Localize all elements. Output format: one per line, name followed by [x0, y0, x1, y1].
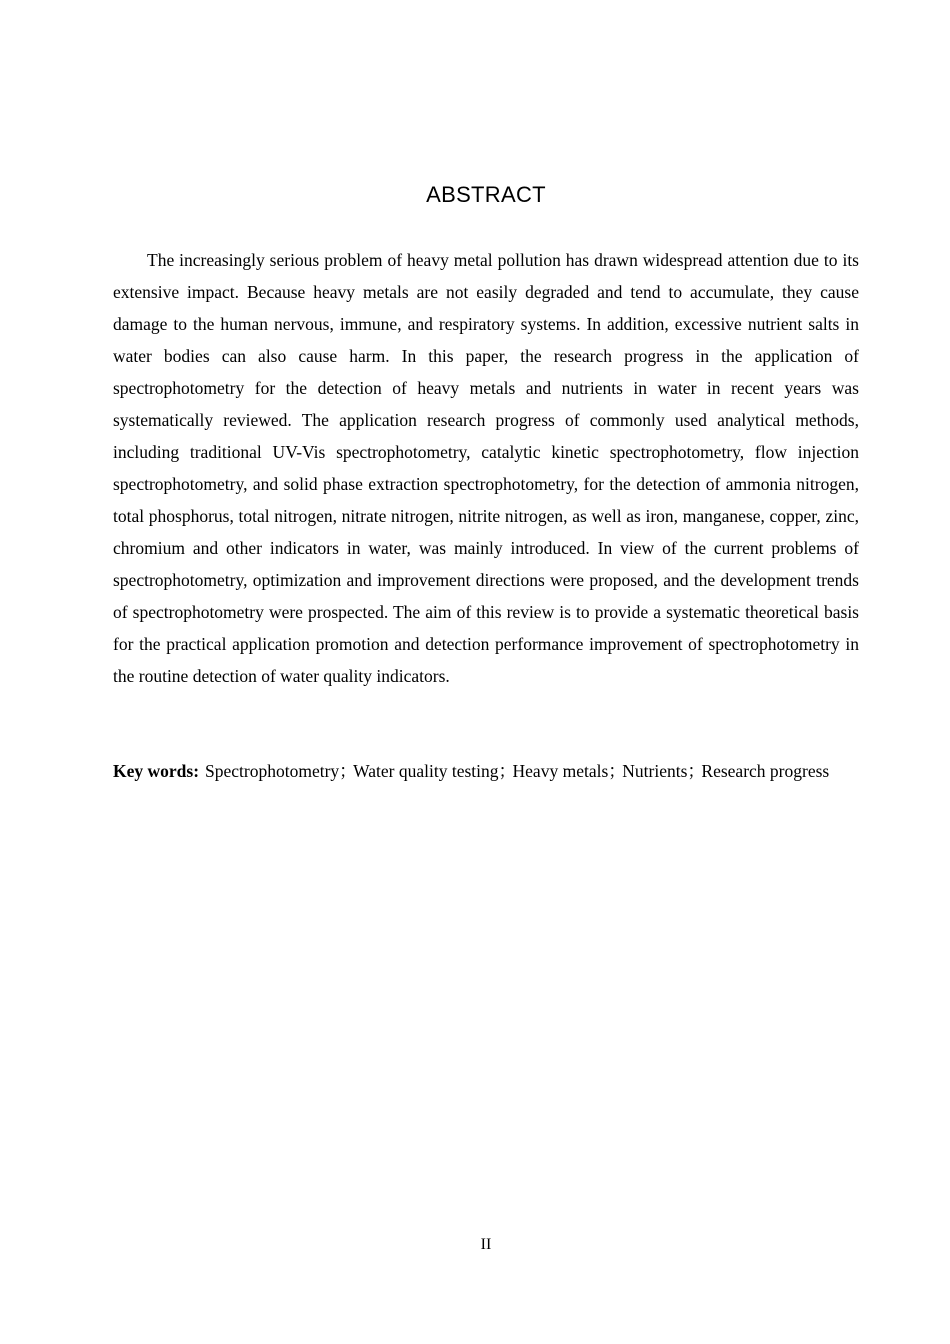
keyword-item: Heavy metals	[512, 761, 609, 781]
page-number: II	[480, 1236, 492, 1253]
keyword-separator: ；	[339, 761, 357, 781]
keyword-separator: ；	[608, 761, 626, 781]
keyword-separator: ；	[498, 761, 517, 781]
keyword-item: Research progress	[701, 761, 830, 781]
abstract-paragraph: The increasingly serious problem of heavy metal pollution has drawn widespread attention due to its extensive impact. Because heavy metals are not easily degraded and tend to accumulate, they cause damage to the human nervous, immune, and respiratory systems. In addition, excessive nutrient salts in water bodies can also cause harm. In this paper, the research progress in the application of spectrophotometry for the detection of heavy metals and nutrients in water in recent years was systematically reviewed. The application research progress of commonly used analytical methods, including traditional UV-Vis spectrophotometry, catalytic kinetic spectrophotometry, flow injection spectrophotometry, and solid phase extraction spectrophotometry, for the detection of ammonia nitrogen, total phosphorus, total nitrogen, nitrate nitrogen, nitrite nitrogen, as well as iron, manganese, copper, zinc, chromium and other indicators in water, was mainly introduced. In view of the current problems of spectrophotometry, optimization and improvement directions were proposed, and the development trends of spectrophotometry were prospected. The aim of this review is to provide a systematic theoretical basis for the practical application promotion and detection performance improvement of spectrophotometry in the routine detection of water quality indicators.	[113, 250, 859, 686]
keyword-item: Spectrophotometry	[205, 761, 340, 781]
keyword-item: Water quality testing	[353, 761, 499, 781]
abstract-title: ABSTRACT	[426, 182, 546, 207]
keyword-separator: ；	[687, 761, 705, 781]
keyword-item: Nutrients	[622, 761, 688, 781]
keywords-label: Key words:	[113, 761, 200, 781]
keywords-line	[113, 755, 859, 787]
